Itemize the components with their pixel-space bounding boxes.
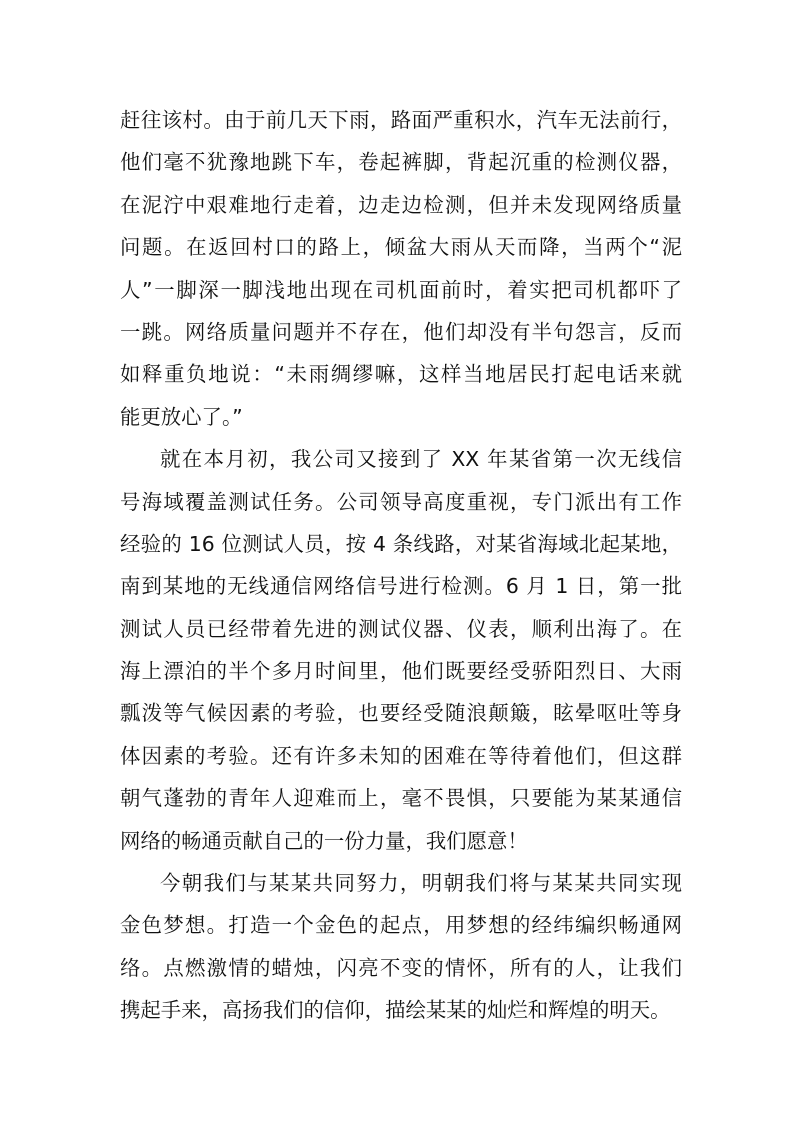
text-line: 网络的畅通贡献自己的一份力量，我们愿意！	[120, 828, 528, 853]
text-line: 瓢泼等气候因素的考验，也要经受随浪颠簸，眩晕呕吐等身	[120, 701, 682, 726]
text-line: 经验的 16 位测试人员，按 4 条线路，对某省海域北起某地，	[120, 531, 682, 556]
paragraph-3	[120, 862, 682, 1032]
text-line: 体因素的考验。还有许多未知的困难在等待着他们，但这群	[120, 743, 682, 768]
text-line: 就在本月初，我公司又接到了 XX 年某省第一次无线信	[160, 447, 682, 472]
text-line: 携起手来，高扬我们的信仰，描绘某某的灿烂和辉煌的明天。	[120, 998, 671, 1023]
text-line: 海上漂泊的半个多月时间里，他们既要经受骄阳烈日、大雨	[120, 659, 682, 684]
text-line: 朝气蓬勃的青年人迎难而上，毫不畏惧，只要能为某某通信	[120, 786, 682, 811]
text-line: 他们毫不犹豫地跳下车，卷起裤脚，背起沉重的检测仪器，	[120, 150, 682, 175]
text-line: 金色梦想。打造一个金色的起点，用梦想的经纬编织畅通网	[120, 913, 682, 938]
text-line: 人”一脚深一脚浅地出现在司机面前时，着实把司机都吓了	[120, 277, 682, 302]
text-line: 能更放心了。”	[120, 404, 243, 429]
document-body	[120, 99, 682, 1032]
text-line: 赶往该村。由于前几天下雨，路面严重积水，汽车无法前行，	[120, 108, 682, 132]
text-line: 南到某地的无线通信网络信号进行检测。6 月 1 日，第一批	[120, 574, 682, 599]
text-line: 测试人员已经带着先进的测试仪器、仪表，顺利出海了。在	[120, 616, 682, 641]
text-line: 今朝我们与某某共同努力，明朝我们将与某某共同实现	[160, 871, 682, 896]
text-line: 号海域覆盖测试任务。公司领导高度重视，专门派出有工作	[120, 489, 682, 514]
text-line: 络。点燃激情的蜡烛，闪亮不变的情怀，所有的人，让我们	[120, 955, 682, 980]
text-line: 如释重负地说：“未雨绸缪嘛，这样当地居民打起电话来就	[120, 362, 682, 387]
text-line: 一跳。网络质量问题并不存在，他们却没有半句怨言，反而	[120, 319, 682, 344]
paragraph-2	[120, 438, 682, 862]
text-line: 问题。在返回村口的路上，倾盆大雨从天而降，当两个“泥	[120, 235, 682, 260]
paragraph-1	[120, 99, 682, 438]
text-line: 在泥泞中艰难地行走着，边走边检测，但并未发现网络质量	[120, 192, 682, 217]
